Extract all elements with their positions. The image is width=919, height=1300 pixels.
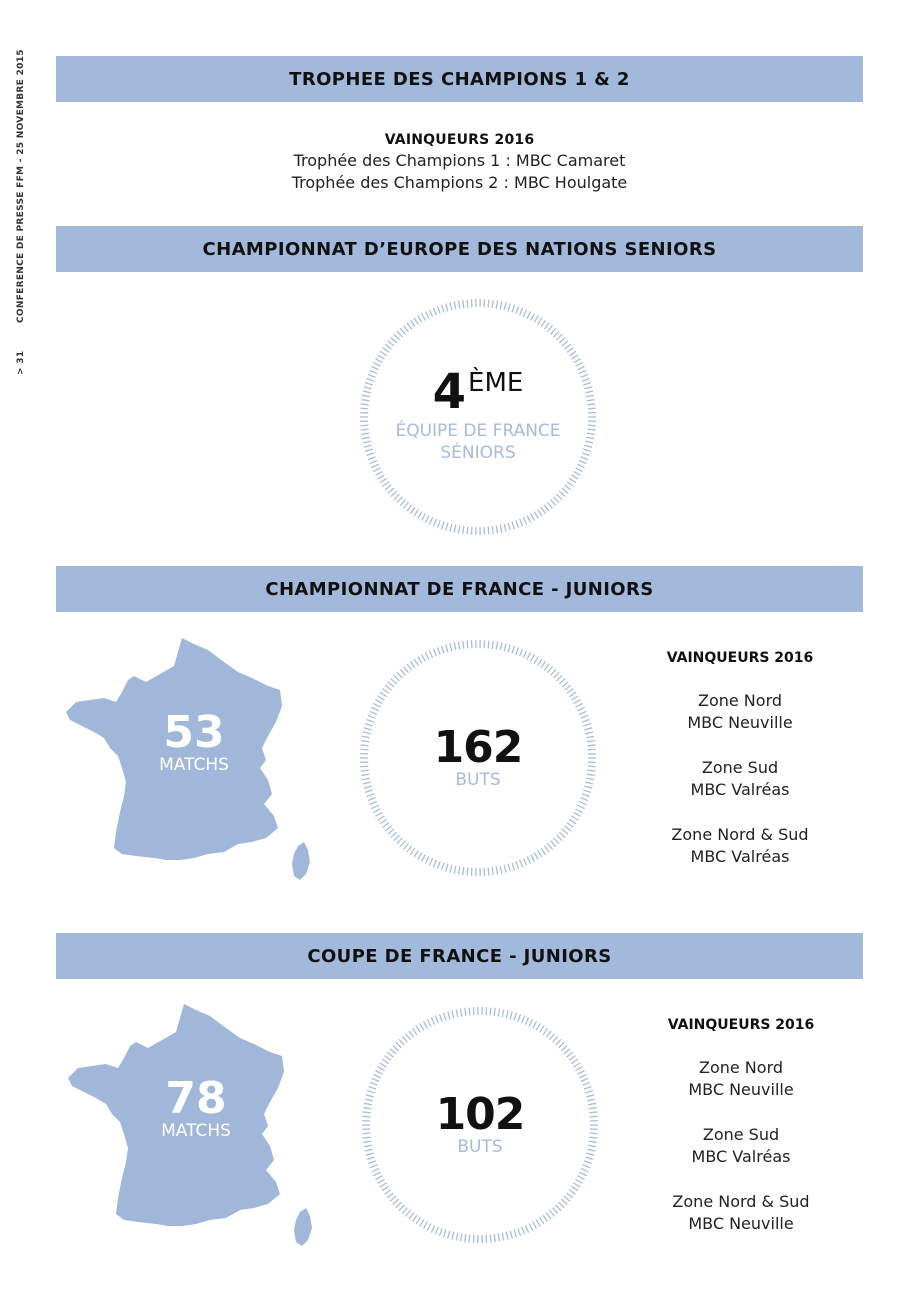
trophee-winner-1: Trophée des Champions 1 : MBC Camaret xyxy=(293,151,626,170)
coupe-goals: 102 xyxy=(435,1089,525,1140)
list-item xyxy=(640,690,840,734)
coupe-matches-label: MATCHS xyxy=(161,1121,231,1141)
team-line-1: ÉQUIPE DE FRANCE xyxy=(395,421,561,441)
championnat-ring xyxy=(358,638,598,878)
zone-name: Zone Sud xyxy=(701,758,779,777)
page-number: > 31 xyxy=(16,350,26,375)
zone-club: MBC Valréas xyxy=(690,780,790,799)
championnat-matches-label: MATCHS xyxy=(159,755,229,775)
championnat-matches: 53 xyxy=(163,707,225,758)
team-line-2: SÉNIORS xyxy=(440,443,516,463)
zone-club: MBC Valréas xyxy=(690,847,790,866)
section-header-trophee xyxy=(56,56,863,102)
europe-ring xyxy=(358,297,598,537)
coupe-title: COUPE DE FRANCE - JUNIORS xyxy=(307,945,612,967)
trophee-title: TROPHEE DES CHAMPIONS 1 & 2 xyxy=(289,68,630,90)
coupe-matches: 78 xyxy=(165,1073,227,1124)
rank-number: 4 xyxy=(432,364,467,420)
trophee-winners-title: VAINQUEURS 2016 xyxy=(384,132,535,148)
france-map-coupe xyxy=(64,1002,314,1247)
championnat-winners-title: VAINQUEURS 2016 xyxy=(666,650,814,666)
trophee-winners xyxy=(56,132,863,194)
list-item xyxy=(641,1057,841,1101)
sidebar-vertical-text xyxy=(7,40,29,380)
zone-club: MBC Valréas xyxy=(691,1147,791,1166)
trophee-winner-2: Trophée des Champions 2 : MBC Houlgate xyxy=(291,173,628,192)
france-map-championnat xyxy=(62,636,312,881)
coupe-winners-title: VAINQUEURS 2016 xyxy=(667,1017,815,1033)
europe-title: CHAMPIONNAT D’EUROPE DES NATIONS SENIORS xyxy=(202,238,717,260)
zone-name: Zone Nord & Sud xyxy=(671,825,809,844)
section-header-coupe xyxy=(56,933,863,979)
section-header-europe xyxy=(56,226,863,272)
zone-club: MBC Neuville xyxy=(688,1080,794,1099)
championnat-title: CHAMPIONNAT DE FRANCE - JUNIORS xyxy=(265,578,654,600)
zone-name: Zone Nord xyxy=(697,691,783,710)
list-item xyxy=(640,824,840,868)
championnat-winners xyxy=(640,650,840,891)
zone-name: Zone Nord & Sud xyxy=(672,1192,810,1211)
conference-label: CONFERENCE DE PRESSE FFM - 25 NOVEMBRE 2015 xyxy=(16,49,26,323)
list-item xyxy=(641,1124,841,1168)
list-item xyxy=(641,1191,841,1235)
europe-rank xyxy=(432,364,524,420)
championnat-goals: 162 xyxy=(433,722,523,773)
coupe-goals-label: BUTS xyxy=(457,1137,503,1157)
zone-name: Zone Sud xyxy=(702,1125,780,1144)
coupe-ring xyxy=(360,1005,600,1245)
rank-suffix: ÈME xyxy=(468,368,524,398)
zone-club: MBC Neuville xyxy=(688,1214,794,1233)
zone-name: Zone Nord xyxy=(698,1058,784,1077)
coupe-winners xyxy=(641,1017,841,1258)
list-item xyxy=(640,757,840,801)
zone-club: MBC Neuville xyxy=(687,713,793,732)
championnat-goals-label: BUTS xyxy=(455,770,501,790)
section-header-championnat xyxy=(56,566,863,612)
